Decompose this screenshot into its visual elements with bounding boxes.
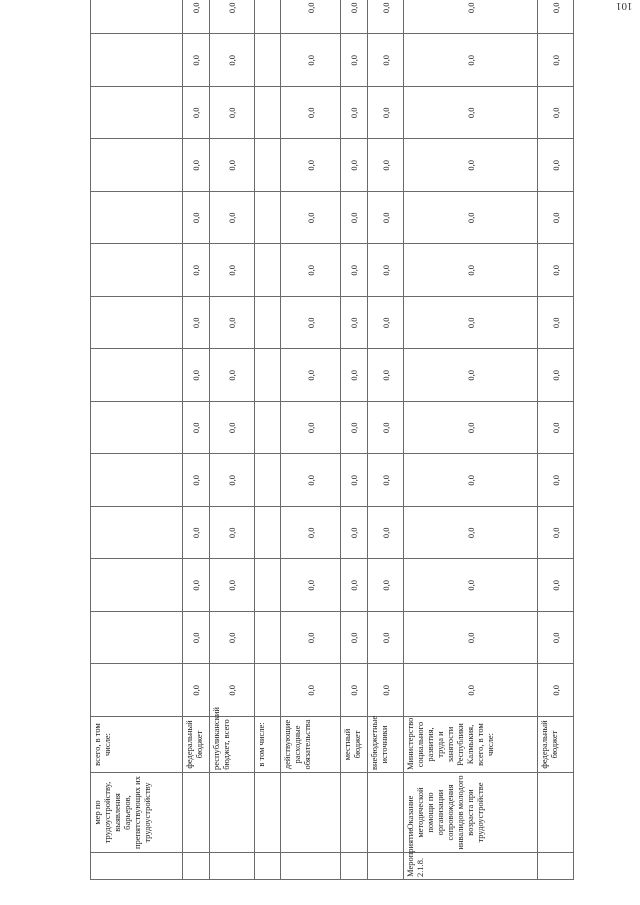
value-cell: 0,0 [183, 297, 210, 350]
measure-number-cell [91, 853, 183, 880]
value-cell: 0,0 [341, 559, 368, 612]
value-cell [255, 87, 281, 140]
value-cell: 0,0 [538, 297, 574, 350]
value-cell [91, 559, 183, 612]
value-cell [91, 349, 183, 402]
value-cell: 0,0 [538, 87, 574, 140]
value-cell: 0,0 [538, 664, 574, 717]
measure-name-cell [183, 773, 210, 853]
value-cell: 0,0 [281, 244, 341, 297]
budget-table [90, 0, 574, 880]
value-cell [255, 0, 281, 34]
source-cell: в том числе: [255, 717, 281, 773]
value-cell [255, 402, 281, 455]
measure-name-cell [368, 773, 404, 853]
value-cell: 0,0 [281, 612, 341, 665]
table-row [538, 0, 574, 880]
value-cell: 0,0 [538, 349, 574, 402]
value-cell: 0,0 [281, 34, 341, 87]
value-cell: 0,0 [210, 612, 255, 665]
value-cell: 0,0 [404, 139, 538, 192]
value-cell: 0,0 [341, 244, 368, 297]
value-cell: 0,0 [538, 559, 574, 612]
value-cell: 0,0 [404, 297, 538, 350]
value-cell: 0,0 [404, 34, 538, 87]
value-cell [91, 139, 183, 192]
value-cell: 0,0 [210, 0, 255, 34]
measure-name-cell [538, 773, 574, 853]
value-cell: 0,0 [368, 402, 404, 455]
value-cell: 0,0 [183, 34, 210, 87]
value-cell: 0,0 [183, 454, 210, 507]
value-cell: 0,0 [538, 139, 574, 192]
source-cell: федеральный бюджет [538, 717, 574, 773]
value-cell: 0,0 [210, 454, 255, 507]
table-row [255, 0, 281, 880]
value-cell: 0,0 [281, 192, 341, 245]
measure-name-cell [210, 773, 255, 853]
value-cell [255, 612, 281, 665]
value-cell: 0,0 [281, 349, 341, 402]
value-cell: 0,0 [538, 0, 574, 34]
value-cell: 0,0 [538, 454, 574, 507]
measure-number-cell [341, 853, 368, 880]
source-cell: федеральный бюджет [183, 717, 210, 773]
value-cell: 0,0 [404, 0, 538, 34]
value-cell [255, 349, 281, 402]
source-cell: всего, в том числе: [91, 717, 183, 773]
value-cell: 0,0 [538, 244, 574, 297]
table-row [281, 0, 341, 880]
value-cell [255, 297, 281, 350]
value-cell: 0,0 [404, 192, 538, 245]
value-cell [255, 139, 281, 192]
value-cell [255, 244, 281, 297]
value-cell: 0,0 [404, 87, 538, 140]
value-cell: 0,0 [281, 454, 341, 507]
measure-number-cell [255, 853, 281, 880]
value-cell [91, 87, 183, 140]
measure-name-cell: Оказание методической помощи по организации сопровождения инвалидов молодого возраста при трудоустройстве [404, 773, 538, 853]
value-cell: 0,0 [341, 349, 368, 402]
value-cell: 0,0 [341, 34, 368, 87]
table-row [183, 0, 210, 880]
value-cell: 0,0 [404, 612, 538, 665]
value-cell: 0,0 [183, 192, 210, 245]
value-cell [91, 402, 183, 455]
value-cell: 0,0 [368, 244, 404, 297]
value-cell: 0,0 [404, 507, 538, 560]
value-cell [91, 192, 183, 245]
table-row [341, 0, 368, 880]
value-cell: 0,0 [210, 139, 255, 192]
source-cell: действующие расходные обязательства [281, 717, 341, 773]
value-cell [91, 244, 183, 297]
source-cell: внебюджетные источники [368, 717, 404, 773]
value-cell [91, 297, 183, 350]
value-cell [255, 454, 281, 507]
value-cell: 0,0 [368, 192, 404, 245]
value-cell: 0,0 [404, 244, 538, 297]
value-cell: 0,0 [368, 559, 404, 612]
value-cell: 0,0 [341, 454, 368, 507]
value-cell: 0,0 [281, 507, 341, 560]
value-cell: 0,0 [183, 402, 210, 455]
value-cell: 0,0 [538, 34, 574, 87]
value-cell: 0,0 [538, 192, 574, 245]
value-cell: 0,0 [368, 87, 404, 140]
value-cell [255, 664, 281, 717]
value-cell [91, 664, 183, 717]
measure-number-cell [210, 853, 255, 880]
value-cell: 0,0 [210, 402, 255, 455]
measure-name-cell: мер по трудоустройству, выявления барьеров, препятствующих их трудоустройству [91, 773, 183, 853]
value-cell [91, 612, 183, 665]
value-cell [255, 192, 281, 245]
measure-number-cell [368, 853, 404, 880]
value-cell: 0,0 [341, 139, 368, 192]
value-cell: 0,0 [183, 0, 210, 34]
value-cell: 0,0 [210, 559, 255, 612]
value-cell: 0,0 [341, 0, 368, 34]
value-cell: 0,0 [368, 349, 404, 402]
value-cell: 0,0 [183, 559, 210, 612]
value-cell: 0,0 [183, 349, 210, 402]
value-cell: 0,0 [281, 297, 341, 350]
value-cell: 0,0 [368, 507, 404, 560]
value-cell: 0,0 [281, 139, 341, 192]
source-cell: местный бюджет [341, 717, 368, 773]
value-cell: 0,0 [341, 612, 368, 665]
source-cell: республиканский бюджет, всего [210, 717, 255, 773]
measure-number-cell [538, 853, 574, 880]
value-cell: 0,0 [210, 507, 255, 560]
value-cell: 0,0 [210, 87, 255, 140]
value-cell [255, 34, 281, 87]
value-cell: 0,0 [404, 664, 538, 717]
value-cell: 0,0 [183, 139, 210, 192]
value-cell [91, 0, 183, 34]
value-cell: 0,0 [210, 244, 255, 297]
value-cell: 0,0 [281, 87, 341, 140]
measure-number-cell: Мероприятие 2.1.8. [404, 853, 538, 880]
value-cell: 0,0 [341, 402, 368, 455]
measure-name-cell [281, 773, 341, 853]
value-cell: 0,0 [341, 297, 368, 350]
value-cell: 0,0 [368, 34, 404, 87]
value-cell: 0,0 [404, 454, 538, 507]
value-cell: 0,0 [404, 349, 538, 402]
value-cell: 0,0 [210, 192, 255, 245]
value-cell: 0,0 [183, 664, 210, 717]
value-cell: 0,0 [368, 297, 404, 350]
value-cell: 0,0 [368, 664, 404, 717]
value-cell: 0,0 [341, 664, 368, 717]
value-cell: 0,0 [538, 612, 574, 665]
value-cell: 0,0 [341, 87, 368, 140]
page-number: 101 [615, 0, 632, 12]
value-cell: 0,0 [281, 559, 341, 612]
value-cell [91, 34, 183, 87]
value-cell: 0,0 [281, 0, 341, 34]
value-cell: 0,0 [368, 612, 404, 665]
value-cell: 0,0 [183, 612, 210, 665]
value-cell: 0,0 [183, 244, 210, 297]
value-cell: 0,0 [210, 34, 255, 87]
value-cell [91, 507, 183, 560]
value-cell: 0,0 [538, 507, 574, 560]
table-row [404, 0, 538, 880]
value-cell: 0,0 [368, 139, 404, 192]
value-cell: 0,0 [368, 0, 404, 34]
value-cell: 0,0 [183, 507, 210, 560]
value-cell: 0,0 [210, 297, 255, 350]
value-cell: 0,0 [341, 192, 368, 245]
value-cell: 0,0 [404, 559, 538, 612]
value-cell [255, 559, 281, 612]
value-cell [91, 454, 183, 507]
measure-name-cell [255, 773, 281, 853]
value-cell: 0,0 [341, 507, 368, 560]
value-cell: 0,0 [281, 664, 341, 717]
value-cell: 0,0 [538, 402, 574, 455]
measure-number-cell [183, 853, 210, 880]
value-cell: 0,0 [368, 454, 404, 507]
value-cell: 0,0 [404, 402, 538, 455]
value-cell: 0,0 [210, 349, 255, 402]
measure-number-cell [281, 853, 341, 880]
table-row [368, 0, 404, 880]
value-cell: 0,0 [281, 402, 341, 455]
table-row [210, 0, 255, 880]
measure-name-cell [341, 773, 368, 853]
value-cell: 0,0 [210, 664, 255, 717]
table-row [91, 0, 183, 880]
value-cell: 0,0 [183, 87, 210, 140]
value-cell [255, 507, 281, 560]
source-cell: Министерство социального развития, труда и занятости Республики Калмыкия, всего, в том числе: [404, 717, 538, 773]
